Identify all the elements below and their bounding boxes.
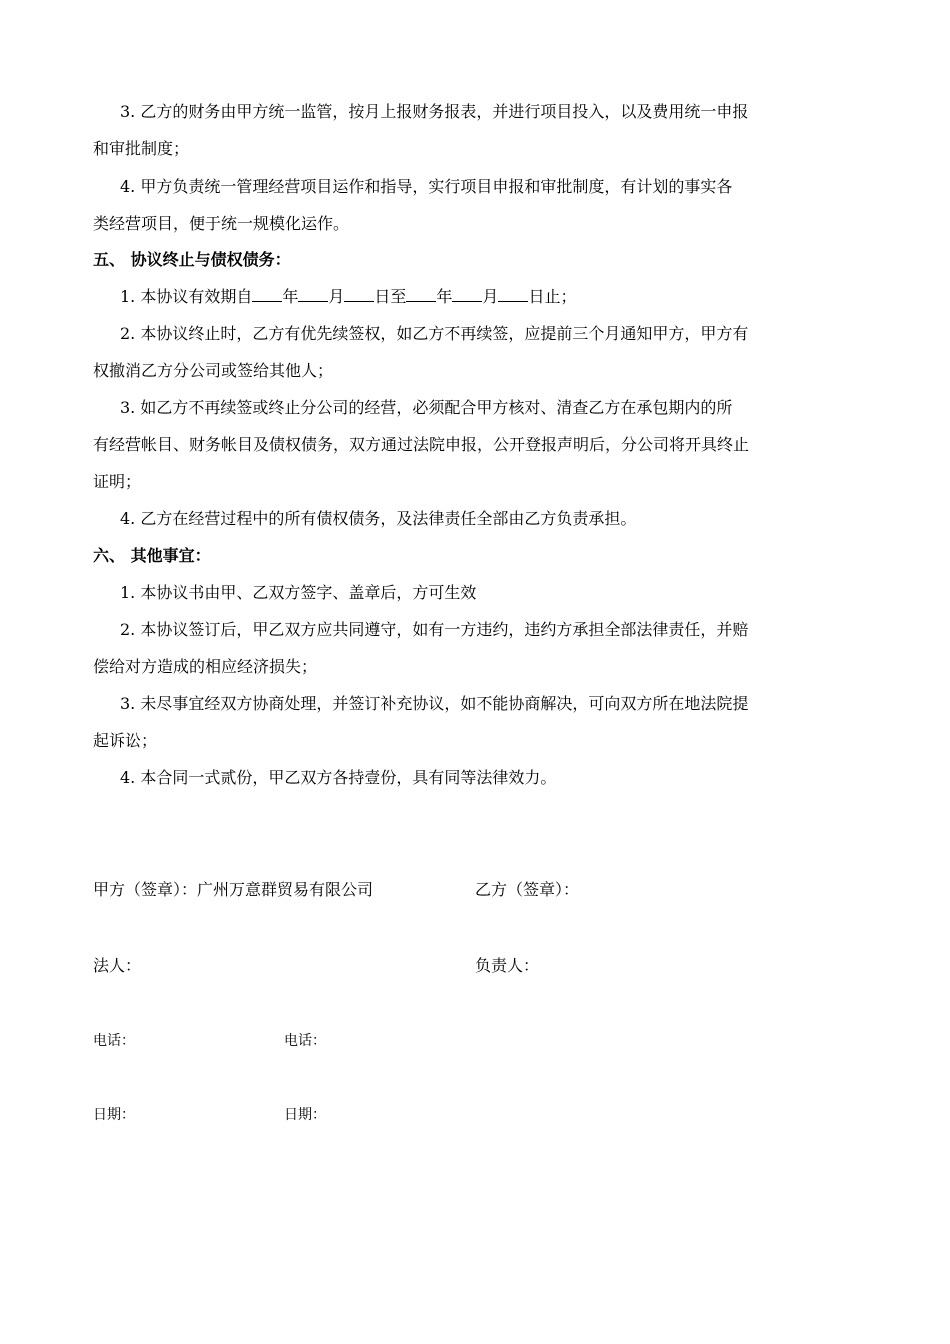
s5-item2-line1: 2. 本协议终止时，乙方有优先续签权，如乙方不再续签，应提前三个月通知甲方，甲方有 xyxy=(120,324,749,343)
s5-item1-year2: 年 xyxy=(436,287,453,306)
s5-item3-line2: 有经营帐目、财务帐目及债权债务，双方通过法院申报，公开登报声明后，分公司将开具终止 xyxy=(93,435,750,454)
s6-item3-line1: 3. 未尽事宜经双方协商处理，并签订补充协议，如不能协商解决，可向双方所在地法院提 xyxy=(120,694,749,713)
s5-item2-line2: 权撤消乙方分公司或签给其他人； xyxy=(93,361,334,380)
s6-item2-line1: 2. 本协议签订后，甲乙双方应共同遵守，如有一方违约，违约方承担全部法律责任，并赔 xyxy=(120,620,749,639)
s4-item4-line1: 4. 甲方负责统一管理经营项目运作和指导，实行项目申报和审批制度，有计划的事实各 xyxy=(120,177,733,196)
phone-b: 电话： xyxy=(284,1033,326,1049)
phone-a: 电话： xyxy=(93,1033,135,1049)
s5-item3-line1: 3. 如乙方不再续签或终止分公司的经营，必须配合甲方核对、清查乙方在承包期内的所 xyxy=(120,398,733,417)
responsible-person: 负责人： xyxy=(475,956,540,975)
date-b: 日期： xyxy=(284,1107,326,1123)
s4-item3-line1: 3. 乙方的财务由甲方统一监管，按月上报财务报表，并进行项目投入，以及费用统一申报 xyxy=(120,102,749,121)
s5-item1-day2: 日止； xyxy=(528,287,577,306)
s6-item2-line2: 偿给对方造成的相应经济损失； xyxy=(93,657,318,676)
s5-item4: 4. 乙方在经营过程中的所有债权债务，及法律责任全部由乙方负责承担。 xyxy=(120,509,637,528)
s5-item1-month2: 月 xyxy=(482,287,499,306)
s5-item1-month1: 月 xyxy=(328,287,345,306)
s4-item3-line2: 和审批制度； xyxy=(93,139,190,158)
s4-item4-line2: 类经营项目，便于统一规模化运作。 xyxy=(93,214,350,233)
s5-item3-line3: 证明； xyxy=(93,472,142,491)
s5-item1-prefix: 1. 本协议有效期自 xyxy=(120,287,253,306)
blank-month-start xyxy=(298,287,328,302)
date-a: 日期： xyxy=(93,1107,135,1123)
party-a-signature: 甲方（签章）：广州万意群贸易有限公司 xyxy=(93,880,374,899)
s6-item3-line2: 起诉讼； xyxy=(93,731,158,750)
s5-item1 xyxy=(120,287,576,307)
s6-item1: 1. 本协议书由甲、乙双方签字、盖章后，方可生效 xyxy=(120,583,477,602)
s6-item4: 4. 本合同一式贰份，甲乙双方各持壹份，具有同等法律效力。 xyxy=(120,768,557,787)
s5-item1-day1: 日至 xyxy=(374,287,407,306)
section6-heading: 六、 其他事宜： xyxy=(93,546,211,565)
blank-year-start xyxy=(252,287,282,302)
blank-year-end xyxy=(406,287,436,302)
s5-item1-year1: 年 xyxy=(282,287,299,306)
party-b-signature: 乙方（签章）： xyxy=(475,880,580,899)
legal-representative: 法人： xyxy=(93,956,142,975)
blank-month-end xyxy=(452,287,482,302)
section5-heading: 五、 协议终止与债权债务： xyxy=(93,250,291,269)
blank-day-end xyxy=(498,287,528,302)
blank-day-start xyxy=(344,287,374,302)
